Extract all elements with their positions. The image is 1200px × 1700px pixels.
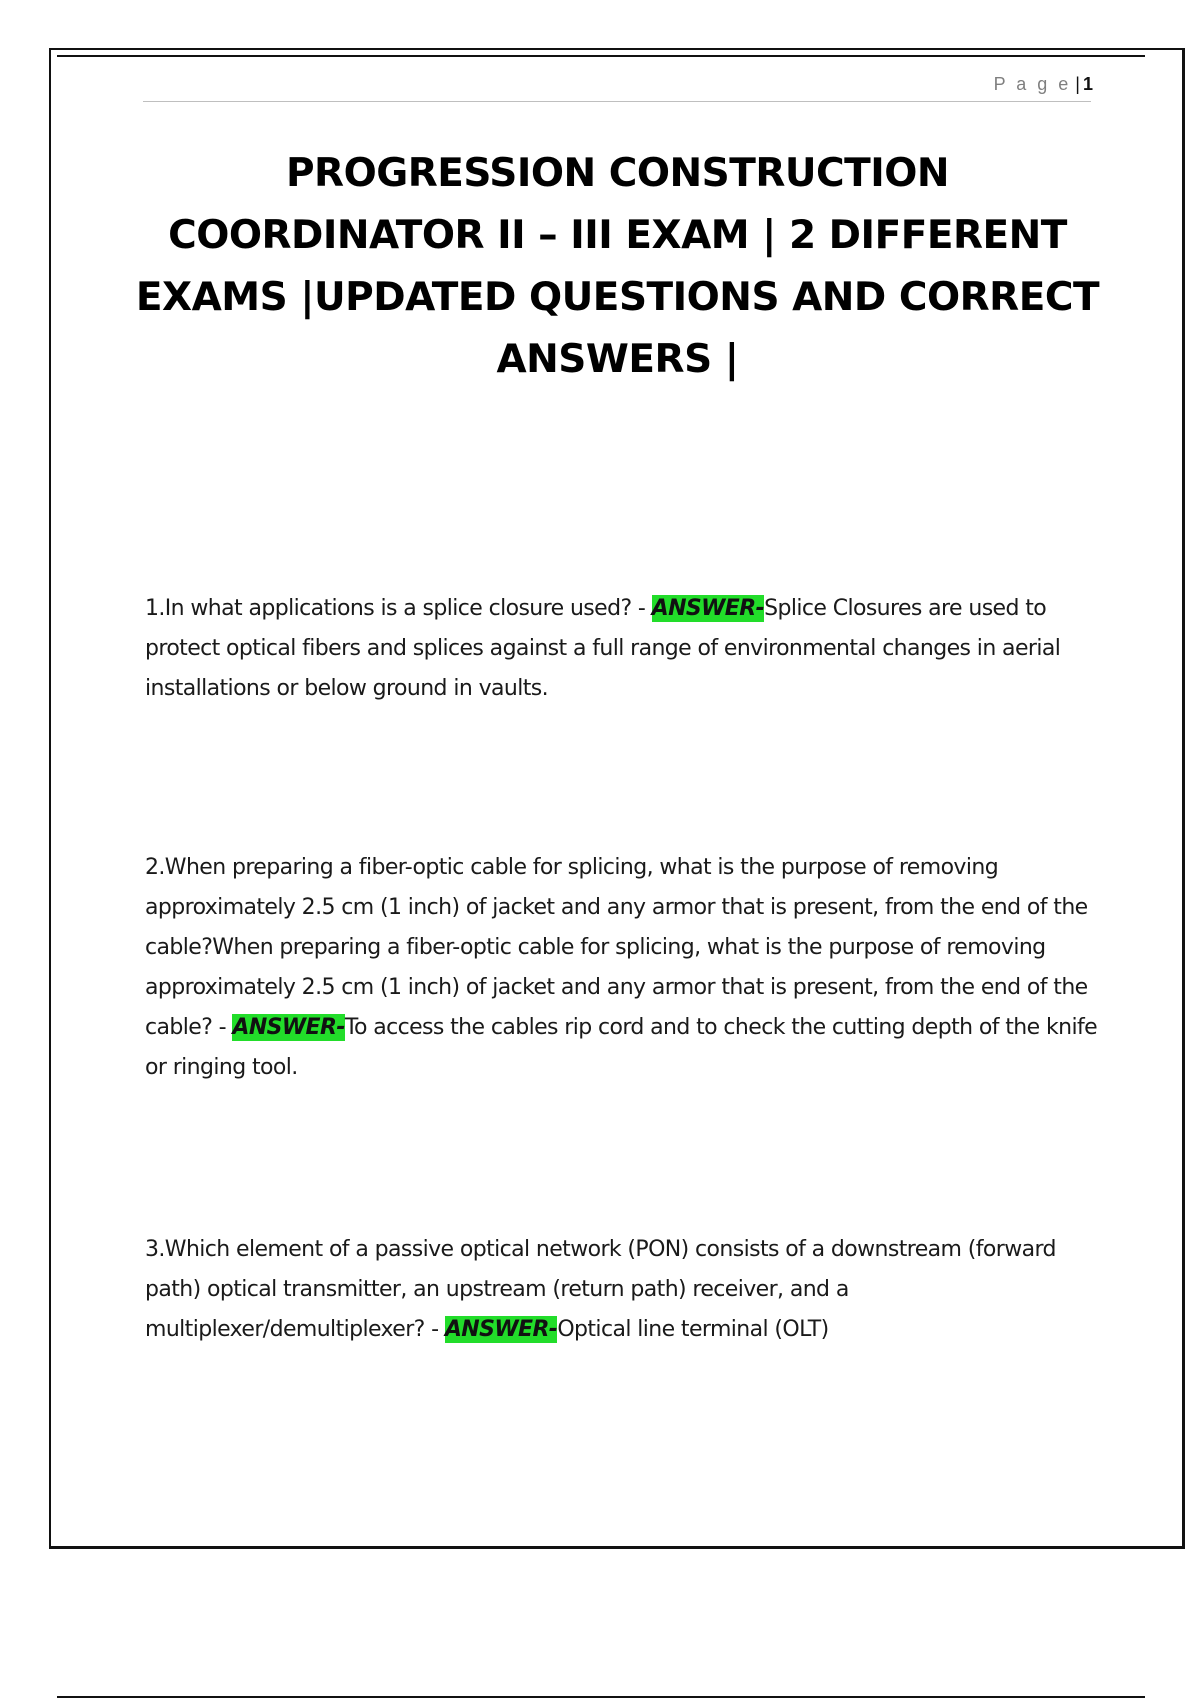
question-text: 3.Which element of a passive optical network (PON) consists of a downstream (forward path) optical transmitter, an upstream (return path) receiver, and a multiplexer/demultiplexer? -	[145, 1237, 1056, 1342]
answer-text: Optical line terminal (OLT)	[557, 1317, 829, 1342]
question-text: 2.When preparing a fiber-optic cable for splicing, what is the purpose of removing approximately 2.5 cm (1 inch) of jacket and any armor that is present, from the end of the cable?When preparing a fiber-optic cable for splicing, what is the purpose of removing approximately 2.5 cm (1 inch) of jacket and any armor that is present, from the end of the cable? -	[145, 855, 1088, 1040]
page-separator: |	[1075, 74, 1080, 94]
page-number: 1	[1082, 74, 1093, 94]
question-item	[145, 848, 1105, 1088]
page-number-header	[994, 74, 1093, 95]
question-item	[145, 1230, 1105, 1350]
answer-label: ANSWER-	[232, 1015, 345, 1040]
page-label: P a g e	[993, 74, 1072, 94]
answer-label: ANSWER-	[444, 1317, 558, 1342]
answer-text: Splice Closures are used to protect optical fibers and splices against a full range of environmental changes in aerial installations or below ground in vaults.	[145, 596, 1061, 701]
answer-label: ANSWER-	[651, 596, 765, 621]
answer-text: To access the cables rip cord and to check the cutting depth of the knife or ringing tool.	[145, 1015, 1098, 1080]
document-title: PROGRESSION CONSTRUCTION COORDINATOR II – III EXAM | 2 DIFFERENT EXAMS |UPDATED QUESTIONS AND CORRECT ANSWERS |	[135, 151, 1100, 382]
bottom-rule	[57, 1696, 1145, 1698]
question-text: 1.In what applications is a splice closure used? -	[145, 596, 652, 621]
header-rule	[143, 101, 1091, 102]
question-item	[145, 589, 1105, 709]
